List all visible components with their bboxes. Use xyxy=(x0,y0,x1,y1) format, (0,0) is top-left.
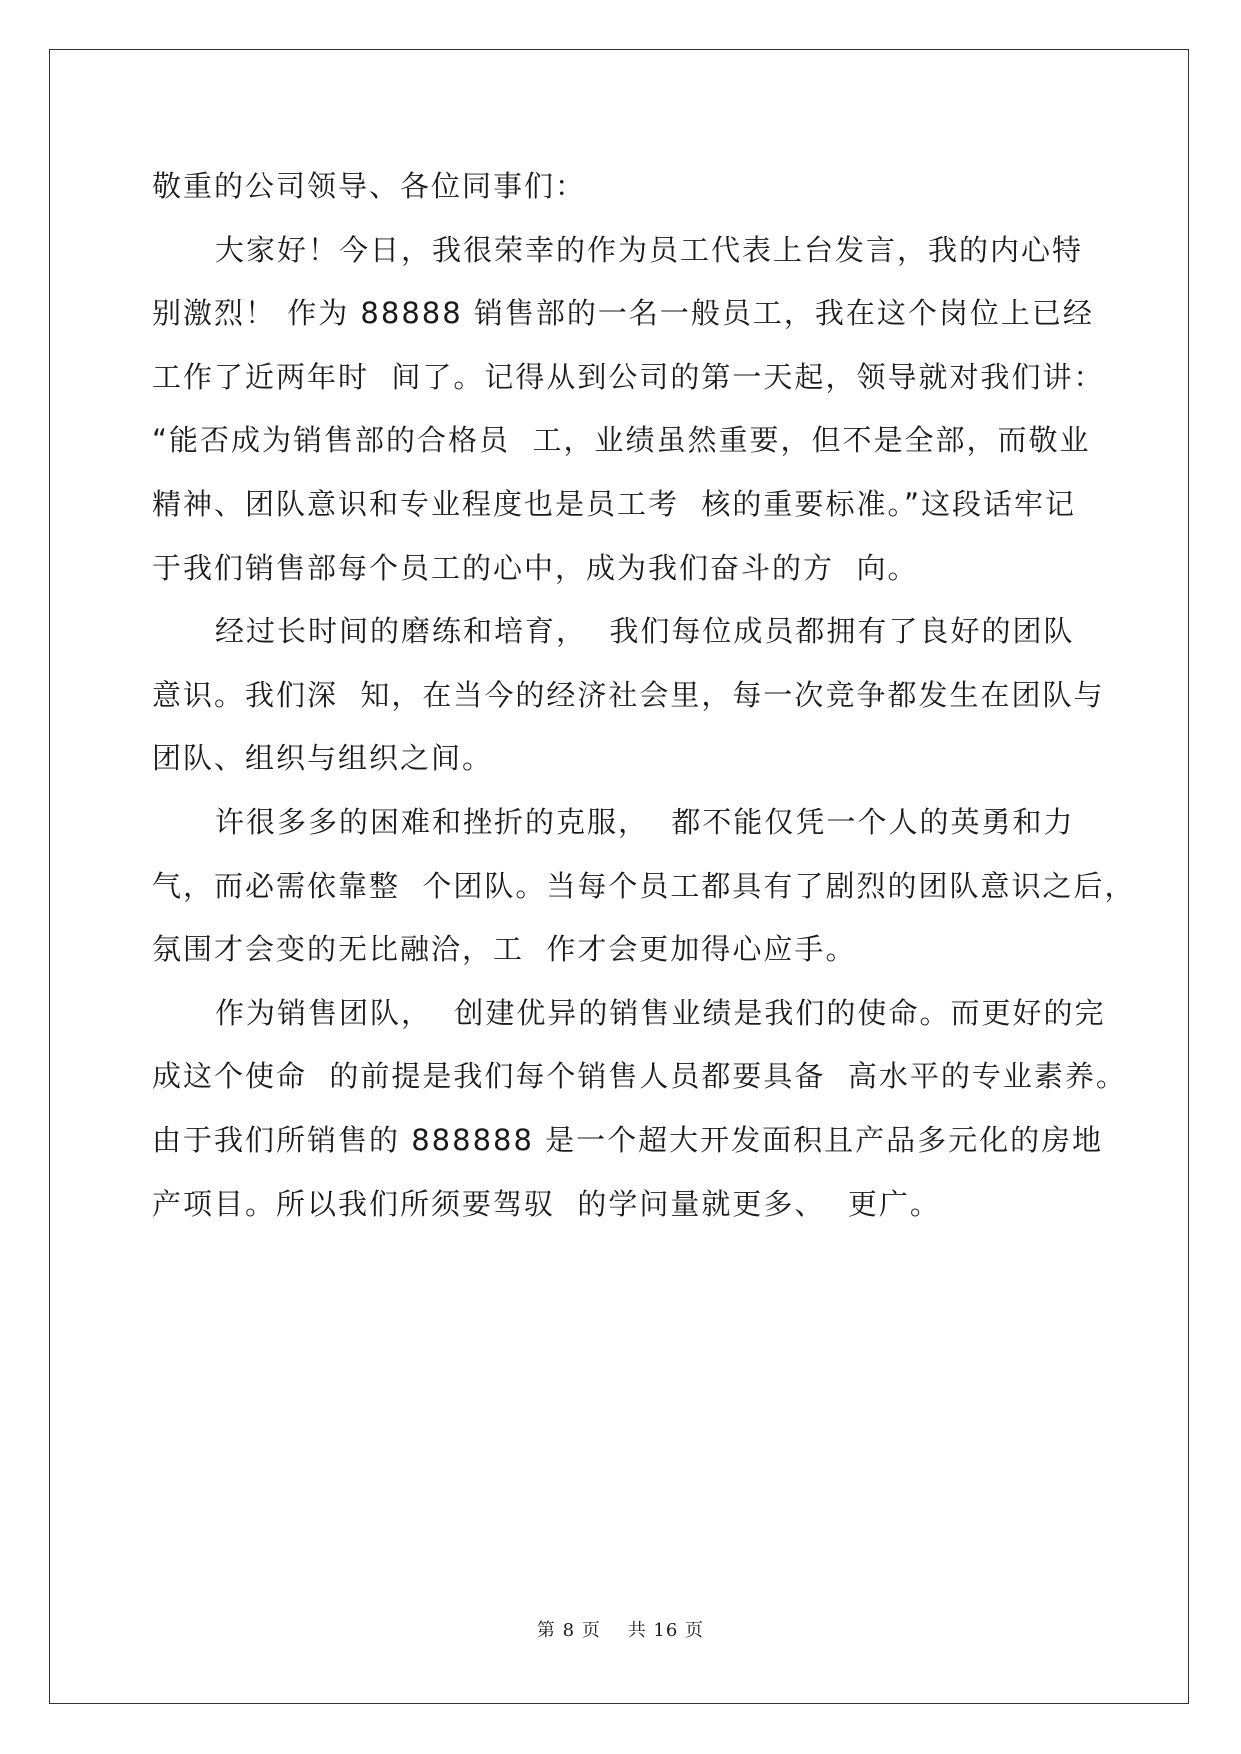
text-line: 于我们销售部每个员工的心中，成为我们奋斗的方 向。 xyxy=(152,550,919,585)
text-line: 敬重的公司领导、各位同事们： xyxy=(152,169,587,203)
page-number-label: 第 8 页 共 16 页 xyxy=(536,1620,705,1641)
text-line: 大家好！今日，我很荣幸的作为员工代表上台发言，我的内心特 xyxy=(215,232,1084,267)
text-line: 氛围才会变的无比融洽，工 作才会更加得心应手。 xyxy=(152,932,857,967)
text-line: 许很多多的困难和挫折的克服， 都不能仅凭一个人的英勇和力 xyxy=(215,804,1075,839)
text-line: 由于我们所销售的 888888 是一个超大开发面积且产品多元化的房地 xyxy=(152,1122,1104,1157)
text-line: “能否成为销售部的合格员 工，业绩虽然重要，但不是全部，而敬业 xyxy=(152,423,1091,458)
text-line: 作为销售团队， 创建优异的销售业绩是我们的使命。而更好的完 xyxy=(215,995,1106,1030)
text-line: 经过长时间的磨练和培育， 我们每位成员都拥有了良好的团队 xyxy=(215,614,1075,649)
text-line: 成这个使命 的前提是我们每个销售人员都要具备 高水平的专业素养。 xyxy=(152,1059,1127,1094)
text-line: 意识。我们深 知，在当今的经济社会里，每一次竞争都发生在团队与 xyxy=(152,677,1105,712)
page-footer xyxy=(0,1616,1241,1642)
text-line: 团队、组织与组织之间。 xyxy=(152,741,494,776)
text-line: 工作了近两年时 间了。记得从到公司的第一天起，领导就对我们讲： xyxy=(152,359,1105,394)
document-body xyxy=(152,155,1136,1236)
text-line: 精神、团队意识和专业程度也是员工考 核的重要标准。”这段话牢记 xyxy=(152,486,1076,521)
text-line: 产项目。所以我们所须要驾驭 的学问量就更多、 更广。 xyxy=(152,1186,941,1221)
text-line: 别激烈！ 作为 88888 销售部的一名一般员工，我在这个岗位上已经 xyxy=(152,296,1094,331)
text-line: 气，而必需依靠整 个团队。当每个员工都具有了剧烈的团队意识之后， xyxy=(152,868,1136,903)
